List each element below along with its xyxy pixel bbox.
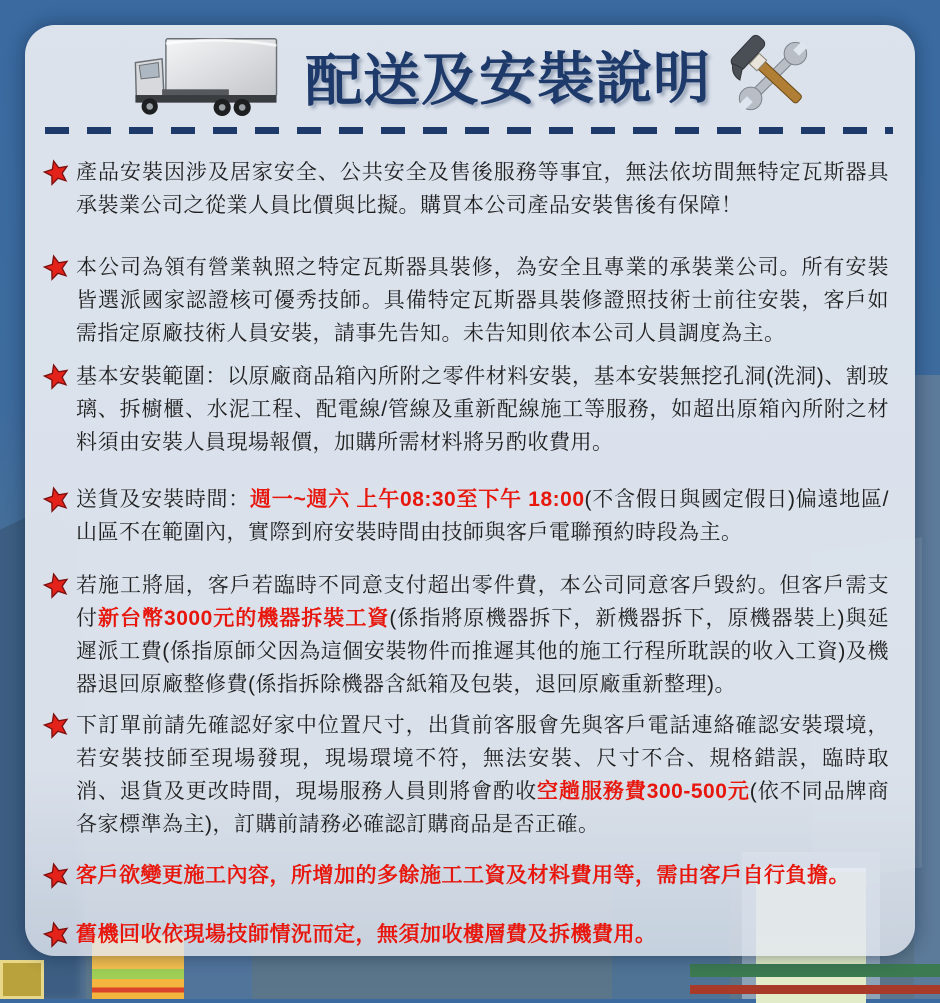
notice-item-confirm-size (45, 709, 889, 841)
star-bullet-icon (40, 918, 73, 951)
notice-item-basic-scope (45, 360, 889, 459)
notice-text: 基本安裝範圍：以原廠商品箱內所附之零件材料安裝，基本安裝無挖孔洞(洗洞)、割玻璃、拆櫥櫃、水泥工程、配電線/管線及重新配線施工等服務，如超出原箱內所附之材料須由安裝人員現場報價，加購所需材料將另酌收費用。 (76, 365, 889, 454)
notice-text: 若施工將屆，客戶若臨時不同意支付超出零件費，本公司同意客戶毀約。但客戶需支付 (76, 574, 889, 630)
notice-item-delivery-time (45, 483, 889, 549)
notice-text: 送貨及安裝時間： (76, 488, 250, 511)
notice-item-change-construction (45, 859, 889, 892)
page-title: 配送及安裝說明 (304, 46, 712, 114)
notice-panel (25, 25, 915, 956)
star-bullet-icon (40, 569, 73, 602)
wrench-hammer-icon (727, 30, 819, 122)
notice-text: 本公司為領有營業執照之特定瓦斯器具裝修，為安全且專業的承裝業公司。所有安裝皆選派國家認證核可優秀技師。具備特定瓦斯器具裝修證照技術士前往安裝，客戶如需指定原廠技術人員安裝，請事先告知。未告知則依本公司人員調度為主。 (76, 256, 889, 345)
notice-item-product-install (45, 156, 889, 222)
delivery-truck-icon (121, 34, 289, 116)
notice-text-highlight: 新台幣3000元的機器拆裝工資 (98, 607, 390, 630)
notice-text: (不含假日與國定假日)偏遠地區/山區不在範圍內，實際到府安裝時間由技師與客戶電聯預約時段為主。 (76, 488, 890, 544)
notice-text-highlight: 空趟服務費300-500元 (537, 780, 750, 803)
star-bullet-icon (40, 483, 73, 516)
notice-text-highlight: 舊機回收依現場技師情況而定，無須加收樓層費及拆機費用。 (76, 923, 657, 946)
star-bullet-icon (40, 251, 73, 284)
bg-green-strip (690, 964, 940, 977)
notice-text: 下訂單前請先確認好家中位置尺寸，出貨前客服會先與客戶電話連絡確認安裝環境，若安裝技師至現場發現，現場環境不符，無法安裝、尺寸不合、規格錯誤，臨時取消、退貨及更改時間，現場服務人員則將會酌收 (76, 714, 889, 803)
notice-item-cancellation-fee (45, 569, 889, 701)
star-bullet-icon (40, 859, 73, 892)
notice-text-highlight: 客戶欲變更施工內容，所增加的多餘施工工資及材料費用等，需由客戶自行負擔。 (76, 864, 850, 887)
star-bullet-icon (40, 156, 73, 189)
notice-item-old-machine-recycle (45, 918, 889, 951)
header (43, 31, 897, 119)
star-bullet-icon (40, 709, 73, 742)
notice-text-highlight: 週一~週六 上午08:30至下午 18:00 (249, 488, 585, 511)
star-bullet-icon (40, 360, 73, 393)
bg-red-strip (690, 985, 940, 994)
notice-text: 產品安裝因涉及居家安全、公共安全及售後服務等事宜，無法依坊間無特定瓦斯器具承裝業公司之從業人員比價與比擬。購買本公司產品安裝售後有保障！ (76, 161, 889, 217)
notice-list (25, 156, 915, 951)
notice-item-licensed-company (45, 251, 889, 350)
notice-text: (係指將原機器拆下，新機器拆下，原機器裝上)與延遲派工費(係指原師父因為這個安裝物件而推遲其他的施工行程所耽誤的收入工資)及機器退回原廠整修費(係指拆除機器含紙箱及包裝，退回原廠重新整理)。 (76, 607, 890, 696)
notice-text: (依不同品牌商各家標準為主)，訂購前請務必確認訂購商品是否正確。 (76, 780, 889, 836)
dashed-divider (45, 127, 893, 134)
bg-small-cube (0, 960, 44, 999)
